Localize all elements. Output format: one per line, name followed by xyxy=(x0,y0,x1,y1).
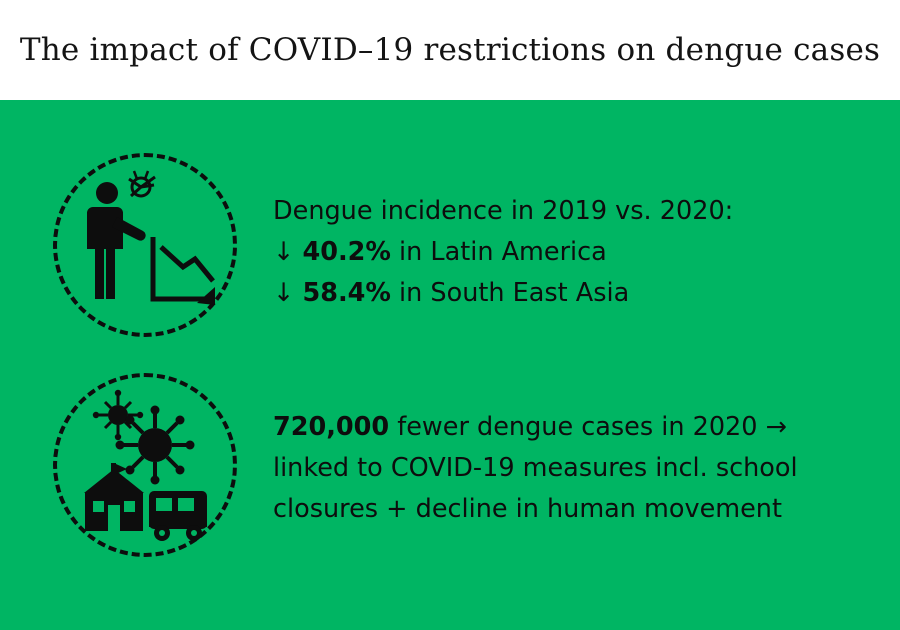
down-arrow-icon: ↓ xyxy=(273,278,303,308)
down-arrow-icon: ↓ xyxy=(273,237,303,267)
stat-block-dengue-incidence xyxy=(45,145,733,345)
person-with-mosquito-and-declining-chart-icon xyxy=(45,145,245,345)
icon-circle-measures xyxy=(45,365,245,565)
stat-value: 720,000 xyxy=(273,412,390,442)
stat-label: in South East Asia xyxy=(390,278,630,308)
stat-value: 58.4% xyxy=(302,278,391,308)
text-block-incidence xyxy=(273,145,733,314)
green-content-panel xyxy=(0,100,900,630)
stat-line xyxy=(273,407,798,448)
title-band xyxy=(0,0,900,100)
stat-line xyxy=(273,232,733,273)
stat-line: closures + decline in human movement xyxy=(273,494,782,524)
page-title: The impact of COVID–19 restrictions on dengue cases xyxy=(19,32,881,68)
stat-line xyxy=(273,273,733,314)
stat-line: Dengue incidence in 2019 vs. 2020: xyxy=(273,196,734,226)
stat-label: fewer dengue cases in 2020 → xyxy=(389,412,787,442)
text-block-measures xyxy=(273,365,798,530)
school-bus-and-virus-icon xyxy=(45,365,245,565)
stat-block-fewer-cases xyxy=(45,365,798,565)
stat-label: in Latin America xyxy=(390,237,607,267)
stat-value: 40.2% xyxy=(302,237,391,267)
icon-circle-incidence xyxy=(45,145,245,345)
stat-line: linked to COVID-19 measures incl. school xyxy=(273,453,798,483)
